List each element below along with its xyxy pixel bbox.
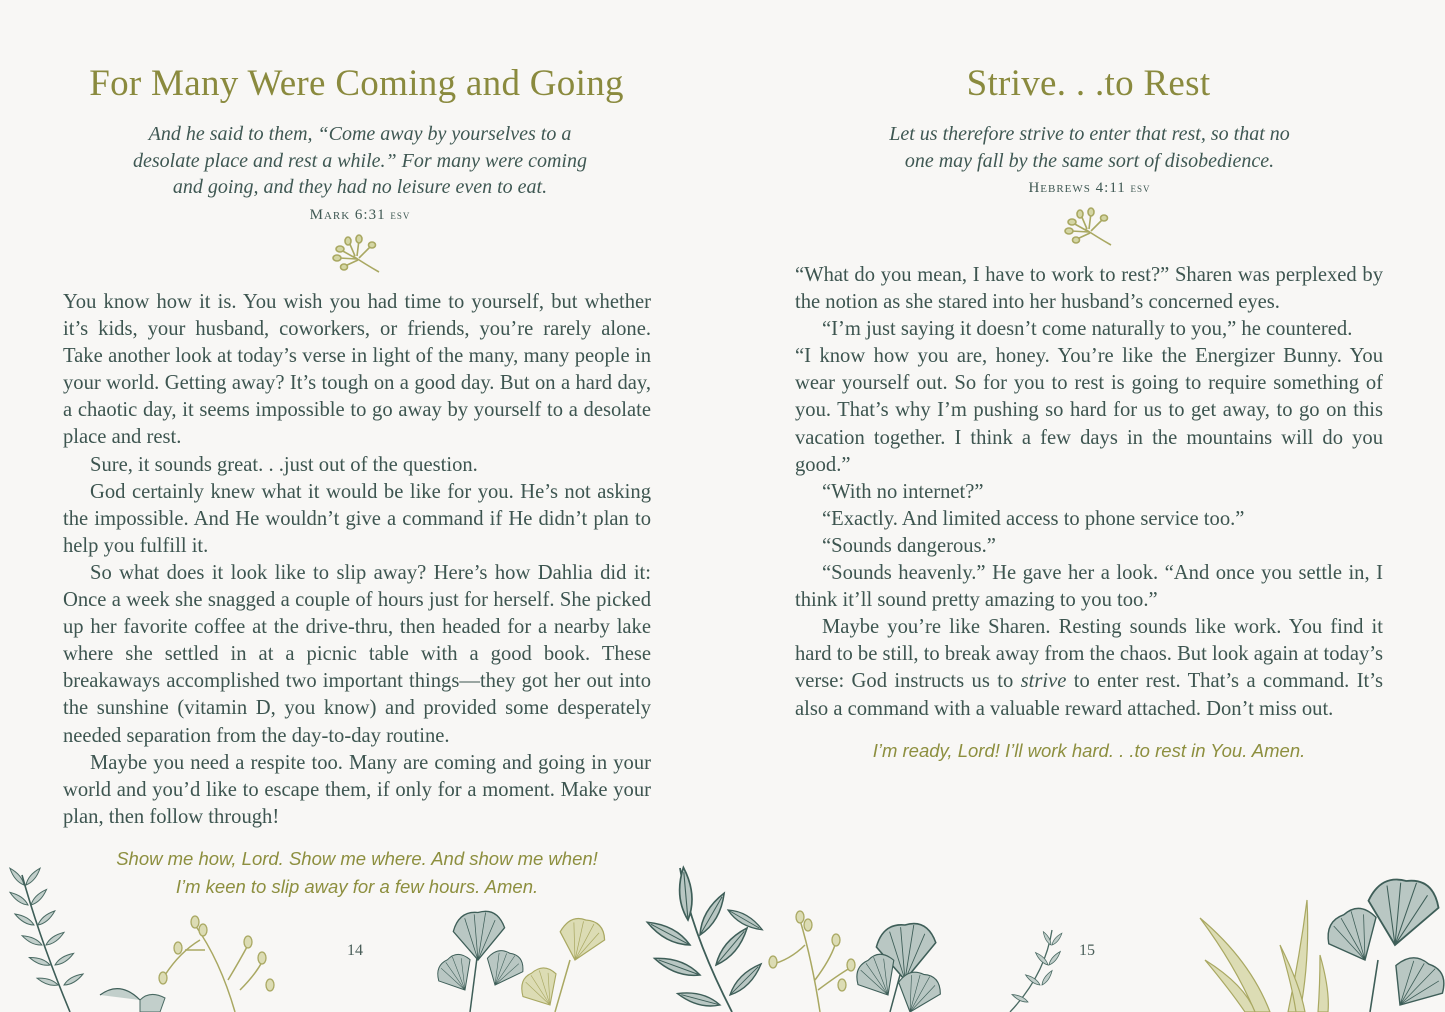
paragraph (795, 614, 1383, 722)
prayer-line: Show me how, Lord. Show me where. And show me when! (116, 848, 598, 869)
left-page (0, 0, 722, 1012)
paragraph: “Sounds heavenly.” He gave her a look. “And once you settle in, I think it’ll sound pretty amazing to you too.” (795, 562, 1383, 612)
verse-line: one may fall by the same sort of disobedience. (904, 149, 1275, 172)
verse-line: desolate place and rest a while.” For many were coming (132, 149, 587, 172)
paragraph: God certainly knew what it would be like for you. He’s not asking the impossible. And He wouldn’t give a command if He didn’t plan to help you fulfill it. (63, 480, 651, 557)
scripture-reference (110, 202, 610, 229)
page-number: 15 (1079, 942, 1095, 959)
page-title: For Many Were Coming and Going (89, 63, 624, 104)
emphasis-text: strive (1020, 670, 1067, 693)
paragraph: So what does it look like to slip away? Here’s how Dahlia did it: Once a week she snagged a couple of hours just for herself. She picked up her favorite coffee at the drive-thru, then headed for a nearby lake where she settled in at a picnic table with a good book. These breakaways accomplished two important things—they got her out into the sunshine (vitamin D, you know) and provided some desperately needed separation from the day-to-day routine. (63, 561, 651, 747)
reference-version: esv (390, 207, 411, 222)
page-number: 14 (347, 942, 363, 959)
reference-version: esv (1130, 181, 1151, 195)
paragraph: “With no internet?” (822, 480, 984, 503)
closing-prayer (795, 737, 1383, 765)
devotional-body (795, 262, 1383, 723)
right-page (722, 0, 1445, 1012)
prayer-line: I’m keen to slip away for a few hours. Amen. (175, 876, 539, 897)
paragraph: “Exactly. And limited access to phone service too.” (822, 507, 1245, 530)
paragraph: “I’m just saying it doesn’t come naturally to you,” he countered. (822, 318, 1353, 341)
paragraph: Maybe you need a respite too. Many are coming and going in your world and you’d like to escape them, if only for a moment. Make your plan, then follow through! (63, 751, 651, 828)
sprig-ornament-icon (327, 234, 385, 278)
reference-book: Hebrews 4:11 (1028, 180, 1126, 196)
paragraph: Sure, it sounds great. . .just out of the question. (90, 453, 478, 476)
paragraph: “I know how you are, honey. You’re like the Energizer Bunny. You wear yourself out. So for you to rest is going to require something of you. That’s why I’m pushing so hard for us to get away, to go on this vacation together. I think a few days in the mountains will do you good.” (795, 345, 1383, 476)
scripture-verse (110, 121, 610, 228)
verse-line: and going, and they had no leisure even to eat. (172, 176, 548, 198)
paragraph-text: to enter rest. That’s a command. It’s also a command with a valuable reward attached. Don’t miss out. (795, 670, 1384, 720)
page-title: Strive. . .to Rest (966, 63, 1211, 104)
paragraph: You know how it is. You wish you had time to yourself, but whether it’s kids, your husband, coworkers, or friends, you’re rarely alone. Take another look at today’s verse in light of the many, many people in your world. Getting away? It’s tough on a good day. But on a hard day, a chaotic day, it seems impossible to go away by yourself to a desolate place and rest. (63, 291, 651, 449)
closing-prayer (63, 845, 651, 901)
paragraph: “What do you mean, I have to work to rest?” Sharen was perplexed by the notion as she stared into her husband’s concerned eyes. (795, 264, 1383, 314)
paragraph-text: Maybe you’re like Sharen. Resting sounds like work. You find it hard to be still, to break away from the chaos. But look again at today’s verse: God instructs us to (795, 616, 1383, 693)
verse-line: Let us therefore strive to enter that rest, so that no (889, 123, 1290, 145)
prayer-line: I’m ready, Lord! I’ll work hard. . .to rest in You. Amen. (872, 740, 1306, 761)
verse-line: And he said to them, “Come away by yourselves to a (148, 123, 572, 145)
reference-book: Mark 6:31 (309, 206, 386, 223)
scripture-reference (862, 175, 1317, 202)
devotional-body (63, 289, 651, 831)
scripture-verse (862, 121, 1317, 202)
paragraph: “Sounds dangerous.” (822, 534, 996, 557)
sprig-ornament-icon (1059, 207, 1117, 251)
